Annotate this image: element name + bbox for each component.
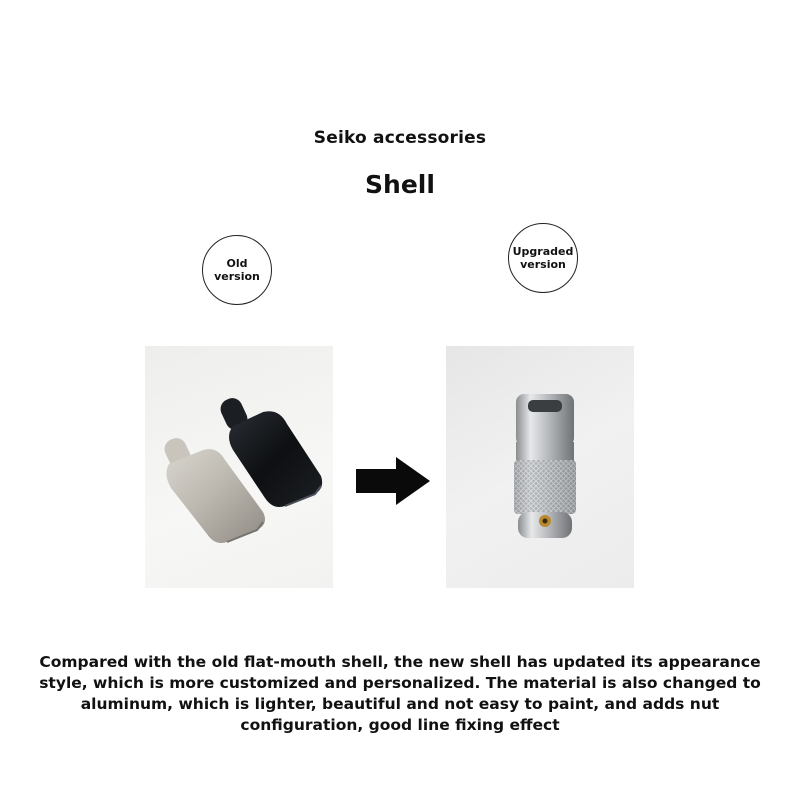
old-version-label: Old version <box>214 257 260 283</box>
subtitle: Seiko accessories <box>313 128 487 148</box>
old-version-badge <box>202 235 272 305</box>
description-text: Compared with the old flat-mouth shell, the new shell has updated its appearance style, which is more customized and personalized. The material is also changed to aluminum, which is lighter, beautiful and not easy to paint, and adds nut configuration, good line fixing effect <box>39 653 761 734</box>
page-title: Shell <box>365 170 435 199</box>
upgraded-shell-photo <box>446 346 634 588</box>
upgraded-version-badge <box>508 223 578 293</box>
upgraded-version-label: Upgraded version <box>512 245 574 271</box>
old-shell-photo <box>145 346 333 588</box>
right-arrow-icon <box>352 455 432 507</box>
aluminum-shell-image <box>514 394 576 538</box>
